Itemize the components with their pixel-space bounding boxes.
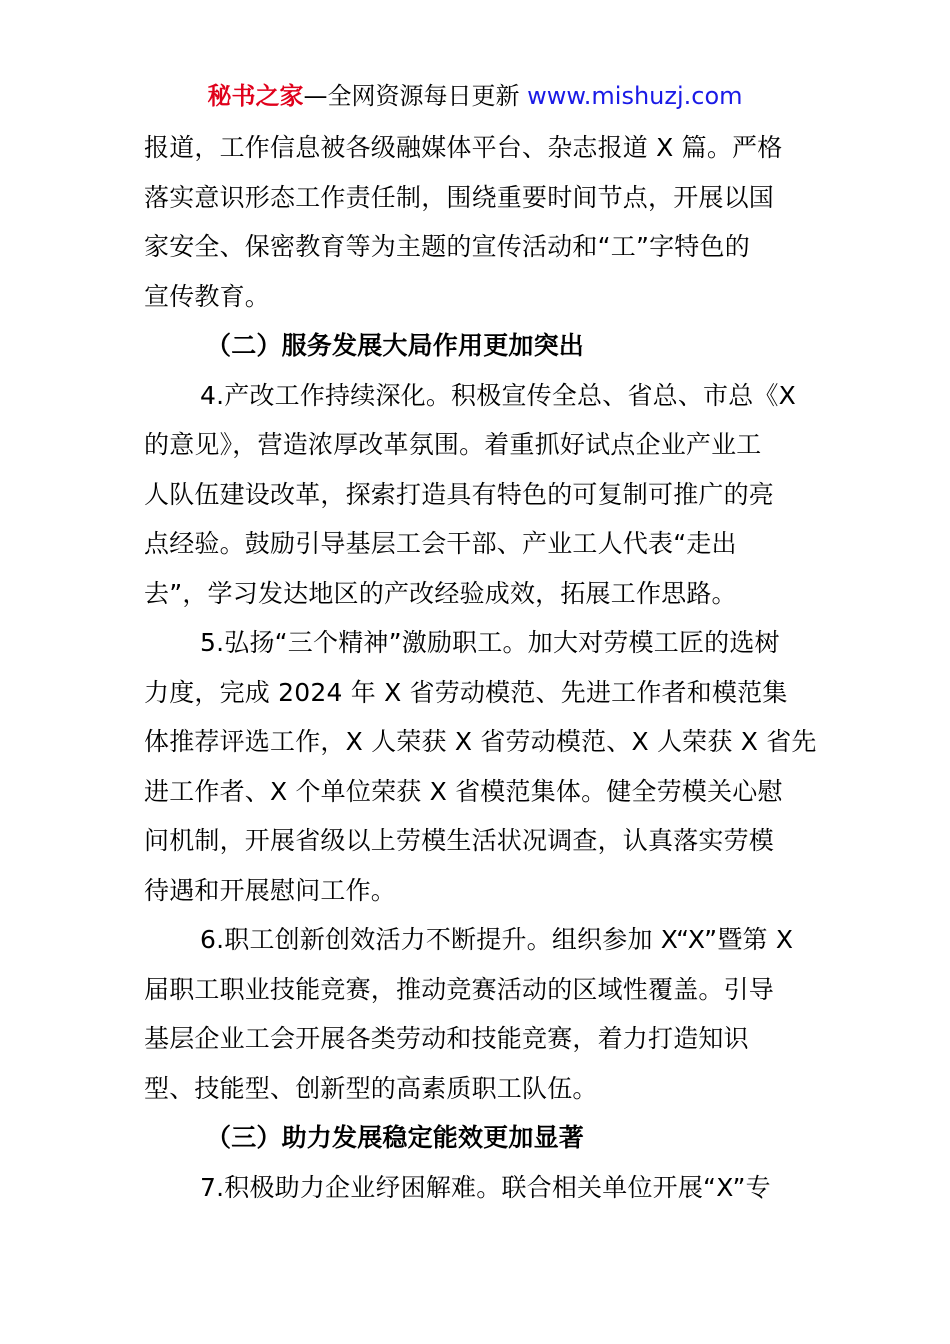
text-line: 届职工职业技能竞赛，推动竞赛活动的区域性覆盖。引导 <box>144 974 775 1004</box>
site-url-link[interactable]: www.mishuzj.com <box>527 82 743 110</box>
text-line: 点经验。鼓励引导基层工会干部、产业工人代表“走出 <box>144 529 737 558</box>
document-body <box>144 123 817 1212</box>
text-line: 力度，完成 2024 年 X 省劳动模范、先进工作者和模范集 <box>144 677 788 707</box>
text-line: 型、技能型、创新型的高素质职工队伍。 <box>144 1073 598 1103</box>
section-heading: （三）助力发展稳定能效更加显著 <box>206 1123 585 1152</box>
text-line: 的意见》，营造浓厚改革氛围。着重抓好试点企业产业工 <box>144 430 762 459</box>
text-line: 待遇和开展慰问工作。 <box>144 875 397 905</box>
text-line: 家安全、保密教育等为主题的宣传活动和“工”字特色的 <box>144 232 750 261</box>
paragraph-start-line: 6.职工创新创效活力不断提升。组织参加 X“X”暨第 X <box>200 925 794 954</box>
brand-name: 秘书之家 <box>207 82 304 110</box>
paragraph-start-line: 5.弘扬“三个精神”激励职工。加大对劳模工匠的选树 <box>200 628 780 657</box>
paragraph-start-line: 7.积极助力企业纾困解难。联合相关单位开展“X”专 <box>200 1172 771 1202</box>
text-line: 报道，工作信息被各级融媒体平台、杂志报道 X 篇。严格 <box>144 133 783 162</box>
text-line: 基层企业工会开展各类劳动和技能竞赛，着力打造知识 <box>144 1024 749 1053</box>
header-tagline: —全网资源每日更新 <box>303 82 528 110</box>
text-line: 问机制，开展省级以上劳模生活状况调查，认真落实劳模 <box>144 826 775 855</box>
text-line: 宣传教育。 <box>144 281 271 311</box>
text-line: 体推荐评选工作，X 人荣获 X 省劳动模范、X 人荣获 X 省先 <box>144 727 817 756</box>
text-line: 进工作者、X 个单位荣获 X 省模范集体。健全劳模关心慰 <box>144 776 783 806</box>
text-line: 去”，学习发达地区的产改经验成效，拓展工作思路。 <box>144 578 737 608</box>
paragraph-start-line: 4.产改工作持续深化。积极宣传全总、省总、市总《X <box>200 380 796 410</box>
text-line: 人队伍建设改革，探索打造具有特色的可复制可推广的亮 <box>144 479 775 509</box>
text-line: 落实意识形态工作责任制，围绕重要时间节点，开展以国 <box>144 182 775 212</box>
section-heading: （二）服务发展大局作用更加突出 <box>206 331 585 360</box>
site-header <box>0 78 950 114</box>
